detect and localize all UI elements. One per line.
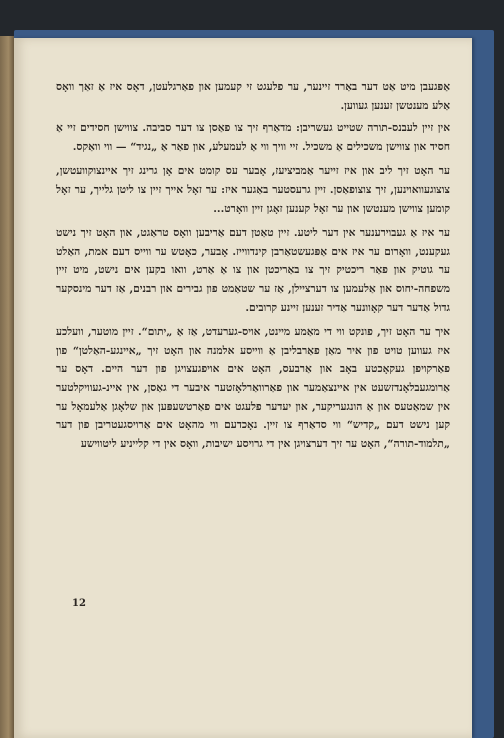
- paragraph: איך ער האָט זיך, פונקט ווי די מאַמע מיינט, אויס-גערעדט, אַז אַ „יתום“. זיין מוטער, וועלכע איז געווען טויט פון איר מאַן פאַרבליבן אַ ווייסע אלמנה און האָט זיך „איינגע-האַלטן“ פון פאַרקויפן געקאָכטע באָב און אַרבעס, האָט אים אויפגעצויגן פון דער היים. דאָס ער אַרומגעבלאָנדזשעט אין איינצאַמער און פאַרוואַרלאָזטער איבער די גאַסן, אין איינ-געוויקלטער אין שמאַטעס און אַ הונגעריקער, און יעדער פלעגט אים פאַרטשעפּען און שלאָגן אַלעמאָל ער קען נישט דעם „קדיש“ ווי סדאַרף צו זיין. נאָכדעם ווי מהאָט אים אַרויסגעטריבן פון דער „תלמוד-תורה“, האָט ער זיך דערצויגן אין די גרויסע ישיבות, וואָס אין די קלייניע ליטווישע: [56, 326, 450, 450]
- paragraph: ער איז אַ געבוירענער אין דער ליטע. זיין טאַטן דעם אַריבען וואָס טראַגט, און האָט זיך נישט געקענט, וואָרום ער איז אים אַפּגעשטאַרבן קינדווייז. אָבער, כאָטש ער ווייס דעם אמת, האַלט ער גוטיק און פאַר ריכטיק זיך צו באַריכטן און צו אַ אַרט, וואו בקען אים נישט, מיט זיין משפחה-יחוס און אַלעמען צו דערציילן, אַז ער שטאַמט פון גבירים און רבנים, אַז דער מינסקער גדול אַדער דער קאָוונער אַדיר זענען זיינע קרובים.: [56, 227, 450, 314]
- page-number: 12: [72, 598, 86, 609]
- paragraph: אַפּגעבן מיט אַט דער באַרד זיינער, ער פלעגט זי קעמען און פאַרגלעטן, דאָס איז אַ זאַך וואָס אַלע מענטשן זענען געווען.: [56, 81, 450, 112]
- book-page: [14, 38, 472, 738]
- book-spine: [0, 36, 14, 738]
- paragraph: אין זיין לעבנס-תורה שטייט געשריבן: מדאַרף זיך צו פאַסן צו דער סביבה. צווישן חסידים זיי אַ חסיד און צווישן משכילים אַ משכיל. זיי וויך ווי אַ לעמעלע, און פאַר אַ „נגיד“ — ווי וואַקס.: [56, 122, 450, 153]
- body-text: [56, 78, 450, 459]
- paragraph: ער האָט זיך ליב און איז זייער אַמביציעז, אָבער עס קומט אים אָן גרינג זיך איינצוקוועטשן, צוצוגעוואוינען, זיך צוצופאַסן. זיין גרעסטער באַגער איז: ער זאָל אייך זיין צו ליטן גלייך, ער זאָל קומען צווישן מענטשן און ער זאָל קענען זאָגן זיין וואָרט...: [56, 165, 450, 215]
